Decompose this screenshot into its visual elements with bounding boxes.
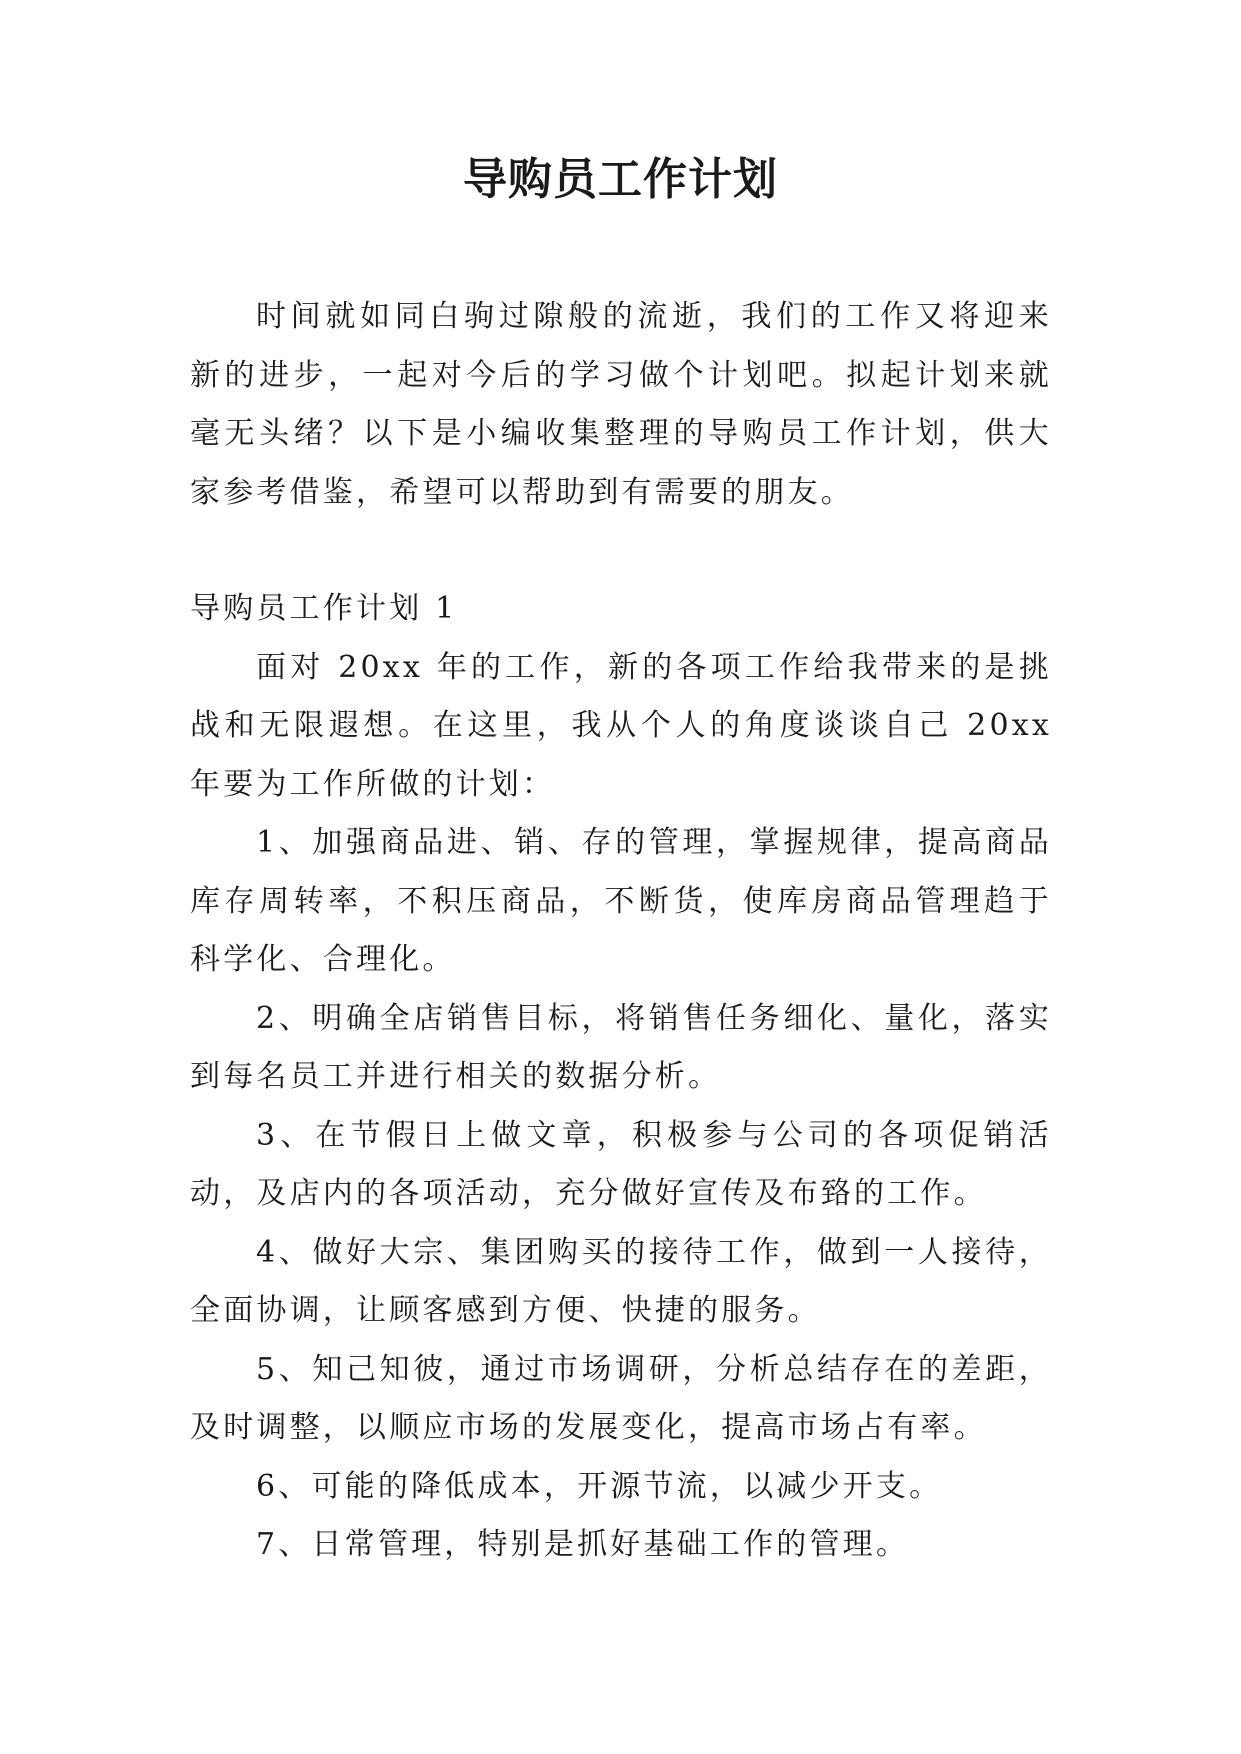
intro-paragraph: 时间就如同白驹过隙般的流逝，我们的工作又将迎来新的进步，一起对今后的学习做个计划吧。拟起计划来就毫无头绪？以下是小编收集整理的导购员工作计划，供大家参考借鉴，希望可以帮助到有需要的朋友。 <box>190 299 1052 510</box>
list-item: 3、在节假日上做文章，积极参与公司的各项促销活动，及店内的各项活动，充分做好宣传及布臵的工作。 <box>190 1117 1052 1211</box>
section-heading: 导购员工作计划 1 <box>190 591 458 626</box>
section-lead-paragraph: 面对 20xx 年的工作，新的各项工作给我带来的是挑战和无限遐想。在这里，我从个人的角度谈谈自己 20xx 年要为工作所做的计划： <box>190 649 1052 802</box>
list-item: 4、做好大宗、集团购买的接待工作，做到一人接待，全面协调，让顾客感到方便、快捷的服务。 <box>190 1234 1052 1328</box>
list-item: 1、加强商品进、销、存的管理，掌握规律，提高商品库存周转率，不积压商品，不断货，使库房商品管理趋于科学化、合理化。 <box>190 825 1052 977</box>
document-title: 导购员工作计划 <box>463 154 778 205</box>
list-item: 7、日常管理，特别是抓好基础工作的管理。 <box>256 1527 910 1562</box>
paragraph-gap <box>190 522 1052 580</box>
list-item: 2、明确全店销售目标，将销售任务细化、量化，落实到每名员工并进行相关的数据分析。 <box>190 1000 1052 1094</box>
list-item: 5、知己知彼，通过市场调研，分析总结存在的差距，及时调整，以顺应市场的发展变化，提高市场占有率。 <box>190 1351 1052 1445</box>
list-item: 6、可能的降低成本，开源节流，以减少开支。 <box>256 1468 943 1504</box>
document-body <box>190 288 1052 1575</box>
